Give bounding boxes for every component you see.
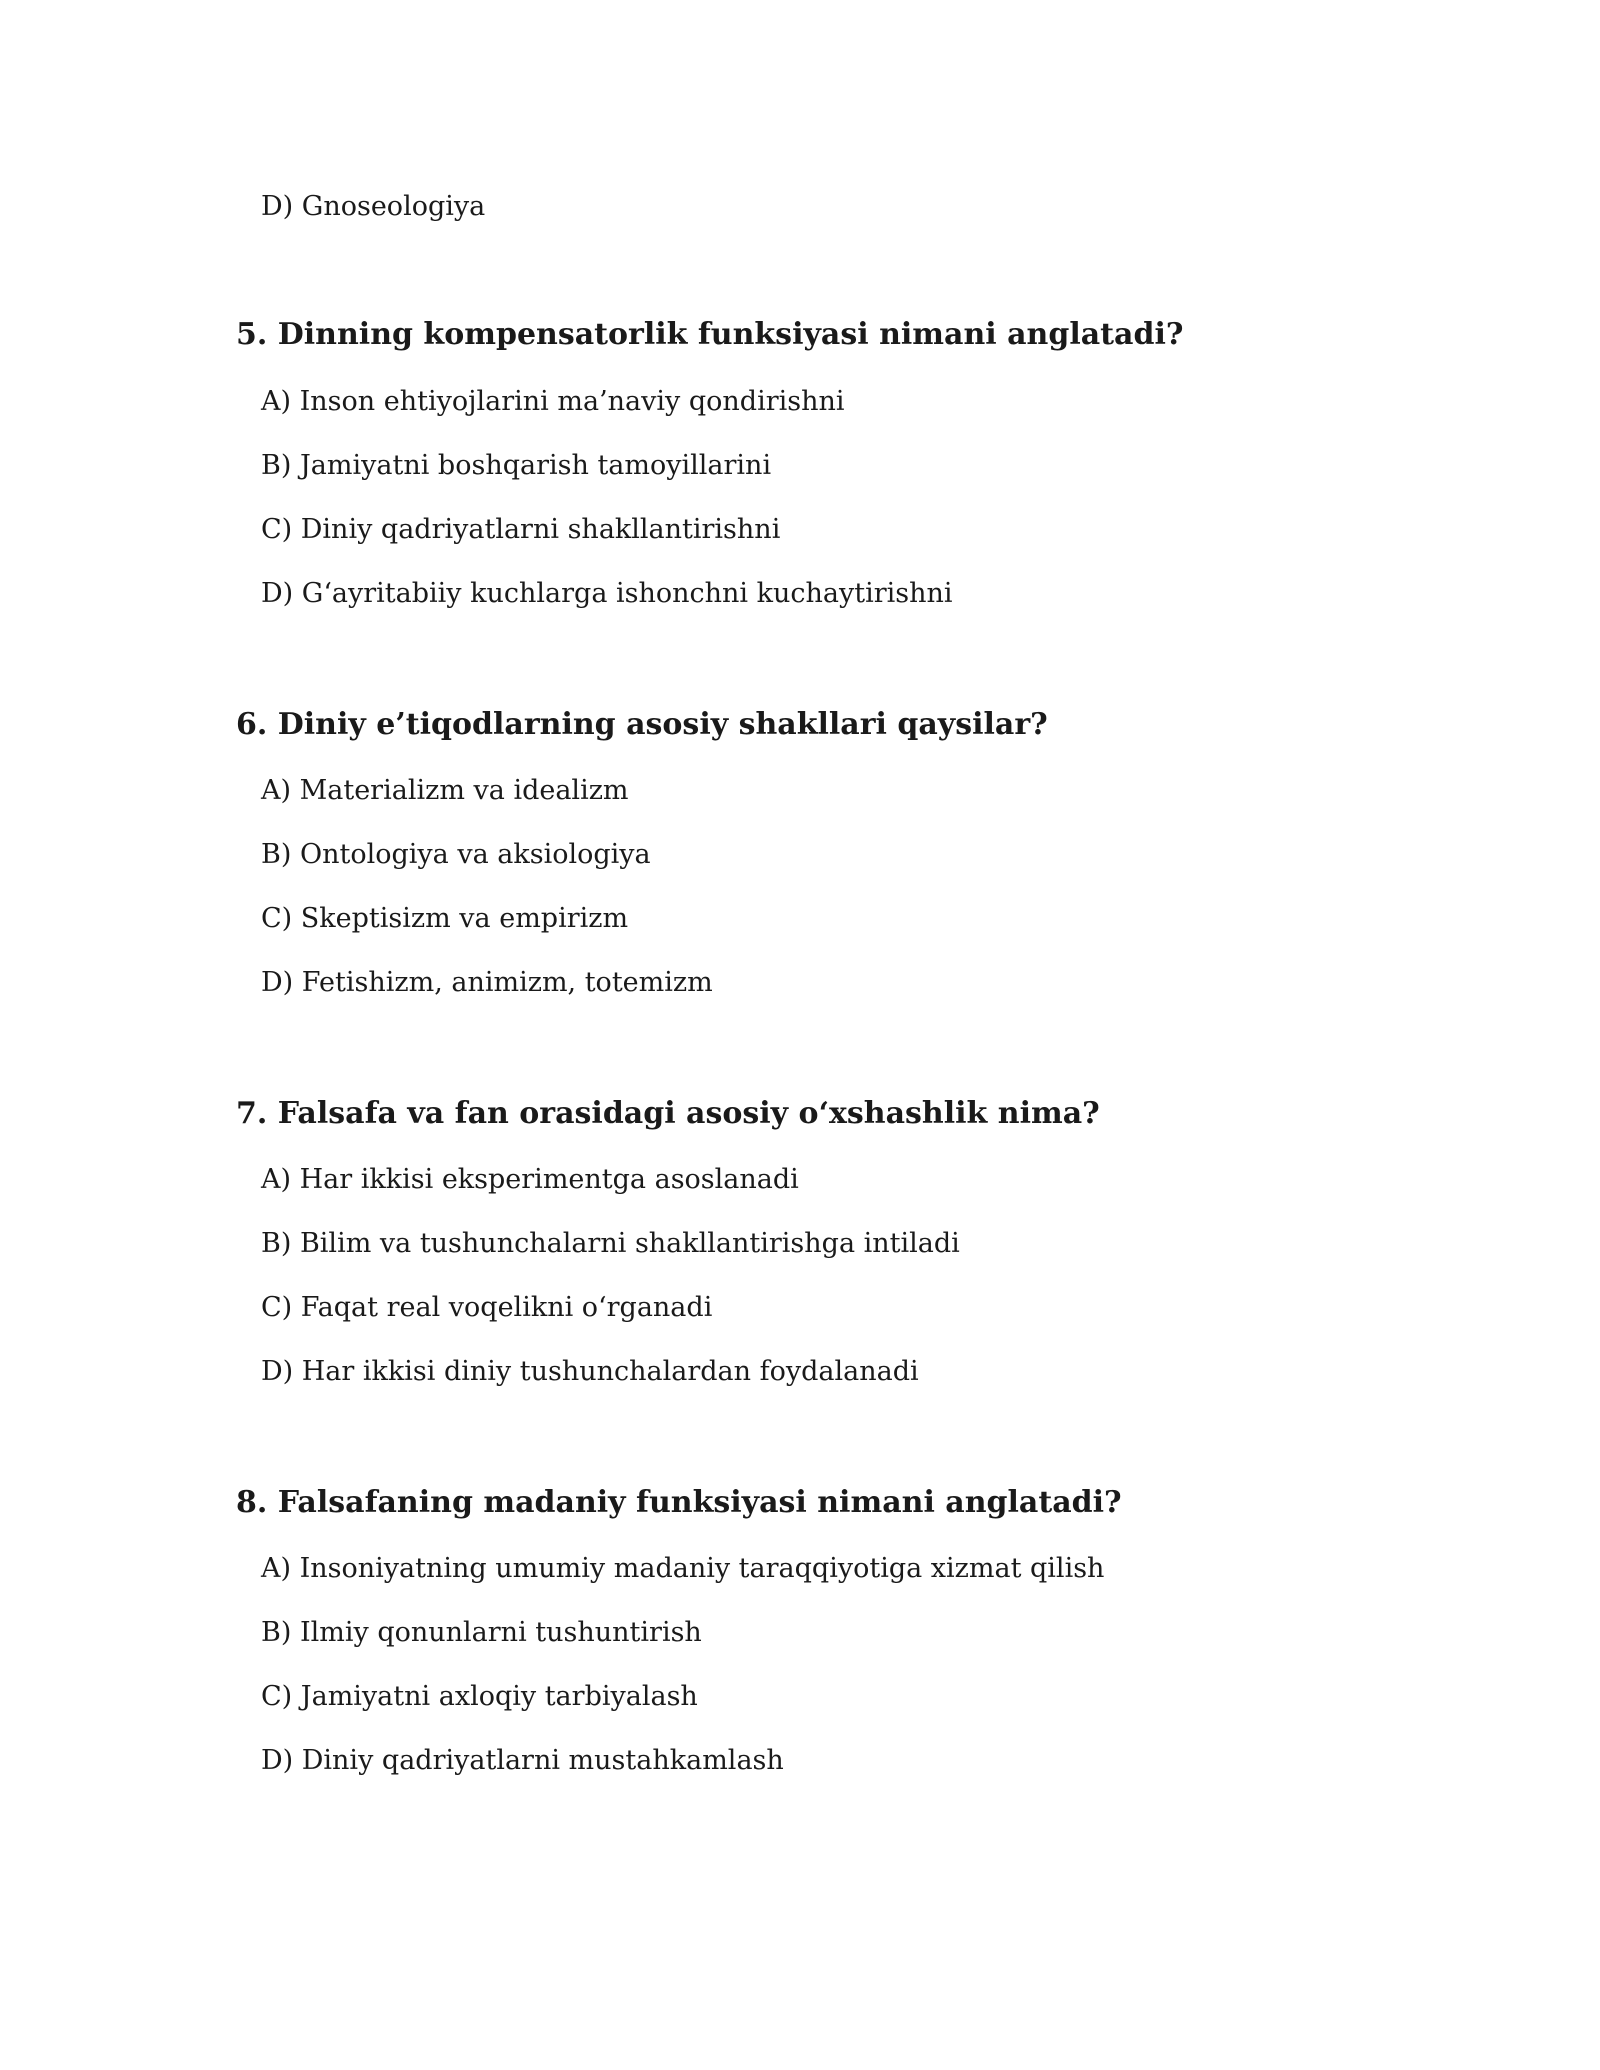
question-5-option-b: B) Jamiyatni boshqarish tamoyillarini	[261, 450, 772, 481]
question-6-title: 6. Diniy e’tiqodlarning asosiy shakllari qaysilar?	[236, 707, 1048, 742]
question-6-option-b: B) Ontologiya va aksiologiya	[261, 839, 651, 870]
question-8-option-b: B) Ilmiy qonunlarni tushuntirish	[261, 1617, 702, 1648]
question-5-title: 5. Dinning kompensatorlik funksiyasi nimani anglatadi?	[236, 317, 1184, 352]
question-7-title: 7. Falsafa va fan orasidagi asosiy o‘xshashlik nima?	[236, 1096, 1100, 1131]
prev-question-option-d: D) Gnoseologiya	[261, 191, 486, 222]
question-7-option-b: B) Bilim va tushunchalarni shakllantirishga intiladi	[261, 1228, 960, 1259]
question-7-option-d: D) Har ikkisi diniy tushunchalardan foydalanadi	[261, 1356, 919, 1387]
question-8-option-a: A) Insoniyatning umumiy madaniy taraqqiyotiga xizmat qilish	[261, 1553, 1105, 1584]
question-6-option-d: D) Fetishizm, animizm, totemizm	[261, 967, 713, 998]
question-8-option-c: C) Jamiyatni axloqiy tarbiyalash	[261, 1681, 698, 1712]
question-7-option-c: C) Faqat real voqelikni o‘rganadi	[261, 1292, 713, 1323]
question-6-option-c: C) Skeptisizm va empirizm	[261, 903, 629, 934]
question-5-option-a: A) Inson ehtiyojlarini ma’naviy qondirishni	[261, 386, 845, 417]
question-5-option-d: D) G‘ayritabiiy kuchlarga ishonchni kuchaytirishni	[261, 578, 953, 609]
question-7-option-a: A) Har ikkisi eksperimentga asoslanadi	[261, 1164, 799, 1195]
question-8-title: 8. Falsafaning madaniy funksiyasi nimani anglatadi?	[236, 1485, 1122, 1520]
question-6-option-a: A) Materializm va idealizm	[261, 775, 629, 806]
question-8-option-d: D) Diniy qadriyatlarni mustahkamlash	[261, 1745, 784, 1776]
question-5-option-c: C) Diniy qadriyatlarni shakllantirishni	[261, 514, 781, 545]
